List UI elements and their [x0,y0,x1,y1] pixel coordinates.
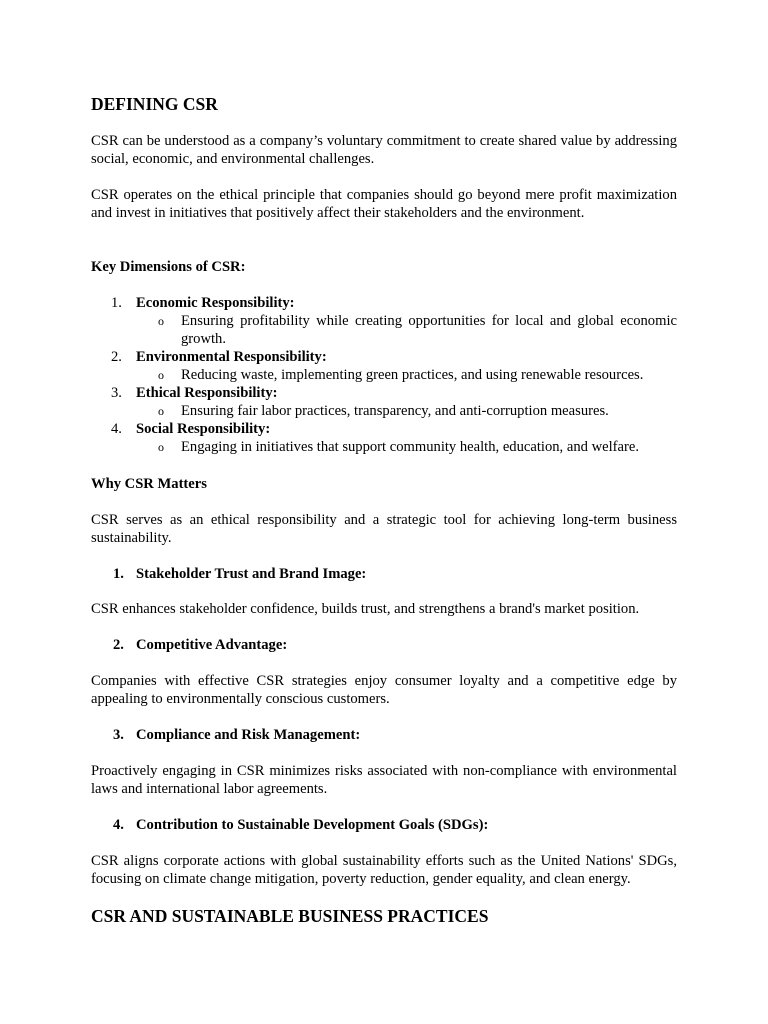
dimension-title: Social Responsibility: [136,421,271,437]
list-number: 2. [111,349,122,365]
dimension-description: Engaging in initiatives that support community health, education, and welfare. [181,439,639,455]
dimension-title: Environmental Responsibility: [136,349,327,365]
bullet-icon: o [158,368,164,382]
dimensions-list [91,294,677,456]
list-item [91,420,677,438]
paragraph-reason: Companies with effective CSR strategies enjoy consumer loyalty and a competitive edge by appealing to environmentally conscious customers. [91,673,677,707]
paragraph-reason: Proactively engaging in CSR minimizes risks associated with non-compliance with environmental laws and international labor agreements. [91,763,677,797]
paragraph-csr-definition: CSR can be understood as a company’s voluntary commitment to create shared value by addressing social, economic, and environmental challenges. [91,133,677,167]
dimension-title: Economic Responsibility: [136,295,295,311]
paragraph-ethical-principle: CSR operates on the ethical principle that companies should go beyond mere profit maximization and invest in initiatives that positively affect their stakeholders and the environment. [91,187,677,221]
list-number: 3. [113,727,124,743]
section-heading-defining-csr: DEFINING CSR [91,94,218,114]
list-number: 1. [111,295,122,311]
list-number: 4. [113,817,124,833]
reason-title: Contribution to Sustainable Development Goals (SDGs): [136,817,489,833]
paragraph-why-csr: CSR serves as an ethical responsibility and a strategic tool for achieving long-term business sustainability. [91,512,677,546]
list-item [91,348,677,366]
dimension-title: Ethical Responsibility: [136,385,278,401]
paragraph-reason: CSR enhances stakeholder confidence, builds trust, and strengthens a brand's market position. [91,601,640,617]
list-item [91,312,677,348]
list-number: 3. [111,385,122,401]
list-item [91,384,677,402]
list-item [91,294,677,312]
list-item [91,438,677,456]
bullet-icon: o [158,404,164,418]
reason-title: Stakeholder Trust and Brand Image: [136,566,367,582]
dimension-description: Ensuring profitability while creating opportunities for local and global economic growth. [181,313,677,347]
bullet-icon: o [158,314,164,328]
dimension-description: Reducing waste, implementing green practices, and using renewable resources. [181,367,644,383]
why-csr-matters-label: Why CSR Matters [91,476,207,492]
dimension-description: Ensuring fair labor practices, transparency, and anti-corruption measures. [181,403,609,419]
section-heading-sustainable-practices: CSR AND SUSTAINABLE BUSINESS PRACTICES [91,906,489,926]
key-dimensions-label: Key Dimensions of CSR: [91,259,246,275]
bullet-icon: o [158,440,164,454]
list-number: 4. [111,421,122,437]
list-number: 1. [113,566,124,582]
list-item [91,366,677,384]
reason-title: Compliance and Risk Management: [136,727,361,743]
list-item [91,402,677,420]
paragraph-reason: CSR aligns corporate actions with global sustainability efforts such as the United Nations' SDGs, focusing on climate change mitigation, poverty reduction, gender equality, and clean energy. [91,853,677,887]
list-number: 2. [113,637,124,653]
reason-title: Competitive Advantage: [136,637,288,653]
